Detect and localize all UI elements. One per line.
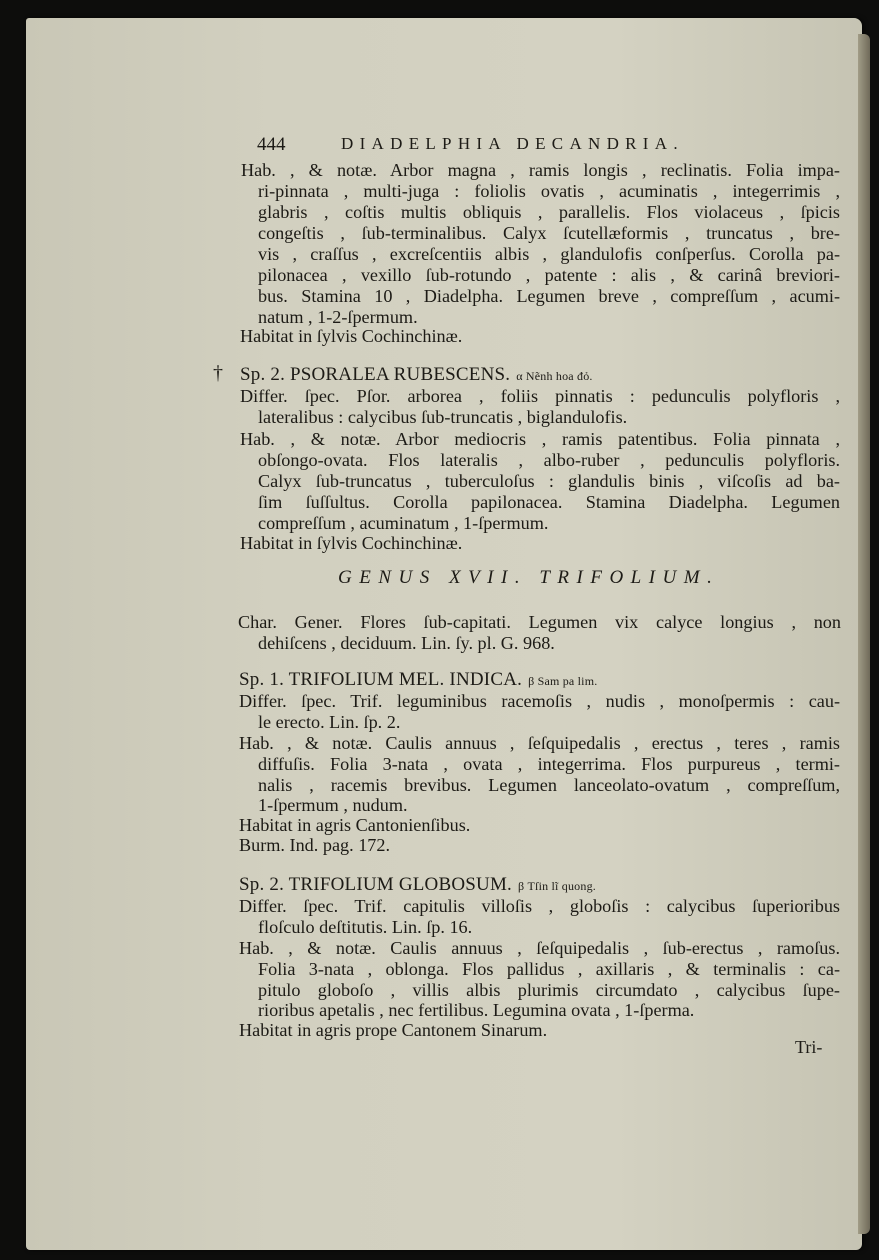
hab-line: pitulo globoſo , villis albis plurimis circumdato , calycibus ſupe- — [258, 980, 840, 1000]
hab-line: Hab. , & notæ. Caulis annuus , ſeſquipedalis , ſub-erectus , ramoſus. — [239, 938, 840, 958]
habitat-line: Habitat in agris Cantonienſibus. — [239, 815, 471, 835]
vernacular-name: β Sam pa lim. — [528, 674, 598, 688]
text-line: natum , 1-2-ſpermum. — [258, 307, 418, 327]
text-line: pilonacea , vexillo ſub-rotundo , patente : alis , & carinâ breviori- — [258, 265, 840, 285]
hab-line: Hab. , & notæ. Arbor mediocris , ramis patentibus. Folia pinnata , — [240, 429, 840, 449]
hab-line: compreſſum , acuminatum , 1-ſpermum. — [258, 513, 549, 533]
hab-line: ſim ſuſſultus. Corolla papilonacea. Stamina Diadelpha. Legumen — [258, 492, 840, 512]
hab-line: Calyx ſub-truncatus , tuberculoſus : glandulis binis , viſcoſis ad ba- — [258, 471, 840, 491]
page-number: 444 — [257, 134, 286, 155]
species-name: Sp. 2. PSORALEA RUBESCENS. — [240, 364, 511, 385]
differ-line: Differ. ſpec. Pſor. arborea , foliis pinnatis : pedunculis polyfloris , — [240, 386, 840, 406]
genus-heading: GENUS XVII. TRIFOLIUM. — [338, 567, 720, 588]
differ-line: le erecto. Lin. ſp. 2. — [258, 712, 401, 732]
vernacular-name: α Nẽnh hoa đỏ. — [516, 369, 593, 383]
habitat-line: Habitat in agris prope Cantonem Sinarum. — [239, 1020, 548, 1040]
habitat-line: Habitat in ſylvis Cochinchinæ. — [240, 533, 463, 553]
species-heading — [239, 670, 597, 691]
differ-line: Differ. ſpec. Trif. leguminibus racemoſis , nudis , monoſpermis : cau- — [239, 691, 840, 711]
differ-line: lateralibus : calycibus ſub-truncatis , biglandulofis. — [258, 407, 628, 427]
hab-line: Hab. , & notæ. Caulis annuus , ſeſquipedalis , erectus , teres , ramis — [239, 733, 840, 753]
text-line: ri-pinnata , multi-juga : foliolis ovatis , acuminatis , integerrimis , — [258, 181, 840, 201]
text-line: vis , craſſus , excreſcentiis albis , glandulofis conſperſus. Corolla pa- — [258, 244, 840, 264]
running-title: DIADELPHIA DECANDRIA. — [341, 134, 684, 153]
differ-line: floſculo deſtitutis. Lin. ſp. 16. — [258, 917, 473, 937]
differ-line: Differ. ſpec. Trif. capitulis villoſis , globoſis : calycibus ſuperioribus — [239, 896, 840, 916]
hab-line: nalis , racemis brevibus. Legumen lanceolato-ovatum , compreſſum, — [258, 775, 840, 795]
text-line: glabris , coſtis multis obliquis , parallelis. Flos violaceus , ſpicis — [258, 202, 840, 222]
species-name: Sp. 2. TRIFOLIUM GLOBOSUM. — [239, 874, 512, 895]
dagger-mark: † — [213, 362, 223, 384]
hab-line: Folia 3-nata , oblonga. Flos pallidus , axillaris , & terminalis : ca- — [258, 959, 840, 979]
hab-line: 1-ſpermum , nudum. — [258, 795, 408, 815]
hab-line: obſongo-ovata. Flos lateralis , albo-ruber , pedunculis polyfloris. — [258, 450, 840, 470]
catchword: Tri- — [795, 1037, 823, 1057]
habitat-line: Habitat in ſylvis Cochinchinæ. — [240, 326, 463, 346]
hab-line: diffuſis. Folia 3-nata , ovata , integerrima. Flos purpureus , termi- — [258, 754, 840, 774]
species-name: Sp. 1. TRIFOLIUM MEL. INDICA. — [239, 669, 523, 690]
species-heading — [240, 365, 593, 386]
hab-line: rioribus apetalis , nec fertilibus. Legumina ovata , 1-ſperma. — [258, 1000, 695, 1020]
vernacular-name: β Tſin lĩ quong. — [518, 879, 596, 893]
text-line: Hab. , & notæ. Arbor magna , ramis longis , reclinatis. Folia impa- — [241, 160, 840, 180]
species-heading — [239, 875, 596, 896]
char-gener-line: Char. Gener. Flores ſub-capitati. Legumen vix calyce longius , non — [238, 612, 841, 632]
reference-line: Burm. Ind. pag. 172. — [239, 835, 391, 855]
text-line: congeſtis , ſub-terminalibus. Calyx ſcutellæformis , truncatus , bre- — [258, 223, 840, 243]
page-edge — [858, 34, 870, 1234]
char-gener-line: dehiſcens , deciduum. Lin. ſy. pl. G. 968. — [258, 633, 555, 653]
text-line: bus. Stamina 10 , Diadelpha. Legumen breve , compreſſum , acumi- — [258, 286, 840, 306]
